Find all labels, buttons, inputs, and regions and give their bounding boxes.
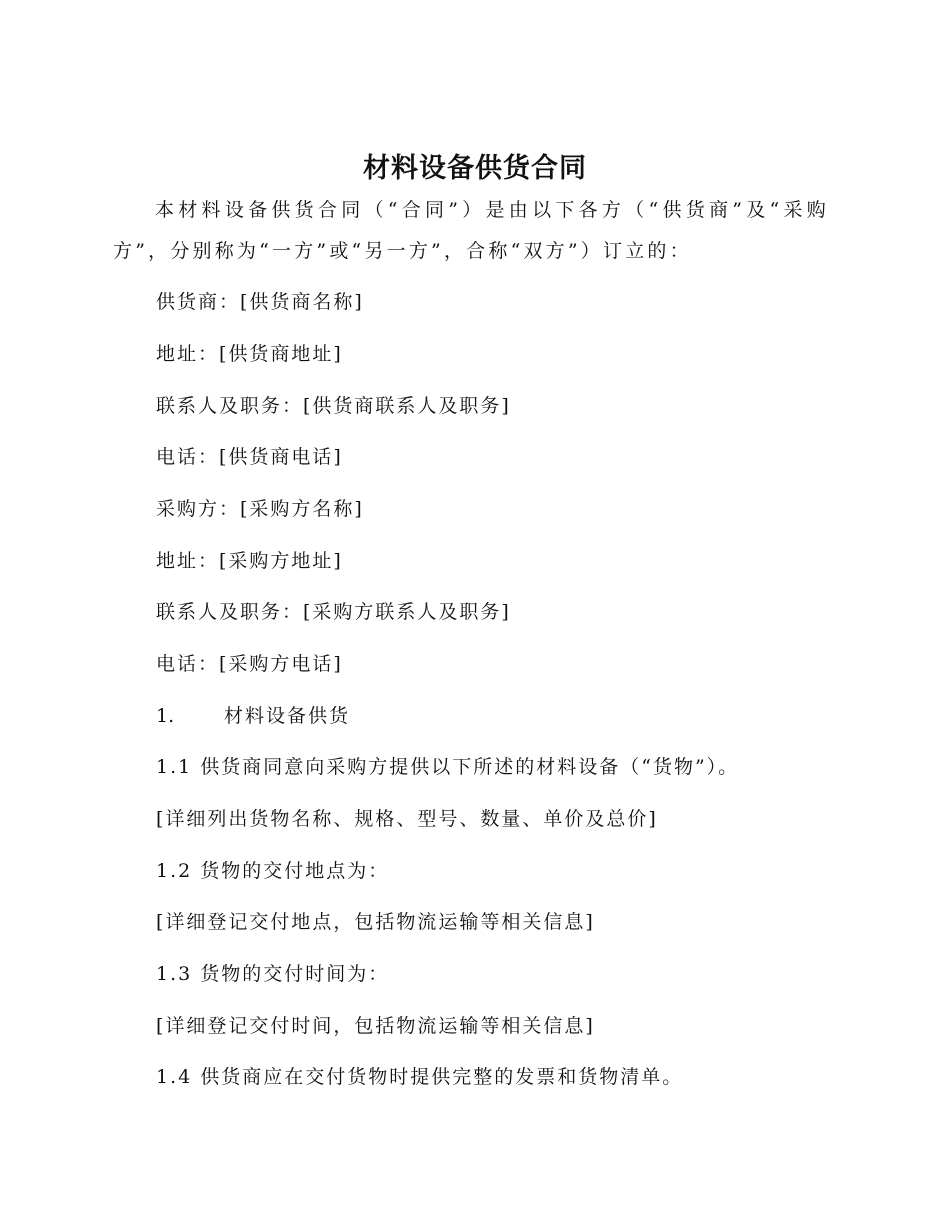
clause-1-4: 1.4 供货商应在交付货物时提供完整的发票和货物清单。 xyxy=(156,1066,684,1088)
clause-1-2: 1.2 货物的交付地点为： xyxy=(156,860,390,882)
clause-1-3: 1.3 货物的交付时间为： xyxy=(156,963,390,985)
buyer-address-line: 地址：[采购方地址] xyxy=(156,550,343,572)
buyer-phone-line: 电话：[采购方电话] xyxy=(156,653,343,675)
clause-1-1: 1.1 供货商同意向采购方提供以下所述的材料设备（“货物”）。 xyxy=(156,756,740,778)
supplier-address-line: 地址：[供货商地址] xyxy=(156,343,343,365)
section-number: 1. xyxy=(156,705,175,727)
supplier-contact-line: 联系人及职务：[供货商联系人及职务] xyxy=(156,395,511,417)
section-title: 材料设备供货 xyxy=(224,705,351,727)
goods-detail-placeholder: [详细列出货物名称、规格、型号、数量、单价及总价] xyxy=(156,808,658,830)
supplier-phone-line: 电话：[供货商电话] xyxy=(156,446,343,468)
buyer-contact-line: 联系人及职务：[采购方联系人及职务] xyxy=(156,601,511,623)
section-heading xyxy=(156,701,350,728)
buyer-name-line: 采购方：[采购方名称] xyxy=(156,498,364,520)
delivery-time-placeholder: [详细登记交付时间，包括物流运输等相关信息] xyxy=(156,1015,595,1037)
delivery-location-placeholder: [详细登记交付地点，包括物流运输等相关信息] xyxy=(156,911,595,933)
supplier-name-line: 供货商：[供货商名称] xyxy=(156,291,364,313)
document-title: 材料设备供货合同 xyxy=(363,153,587,184)
intro-paragraph: 本材料设备供货合同（“合同”）是由以下各方（“供货商”及“采购方”，分别称为“一方”或“另一方”，合称“双方”）订立的： xyxy=(113,199,829,262)
